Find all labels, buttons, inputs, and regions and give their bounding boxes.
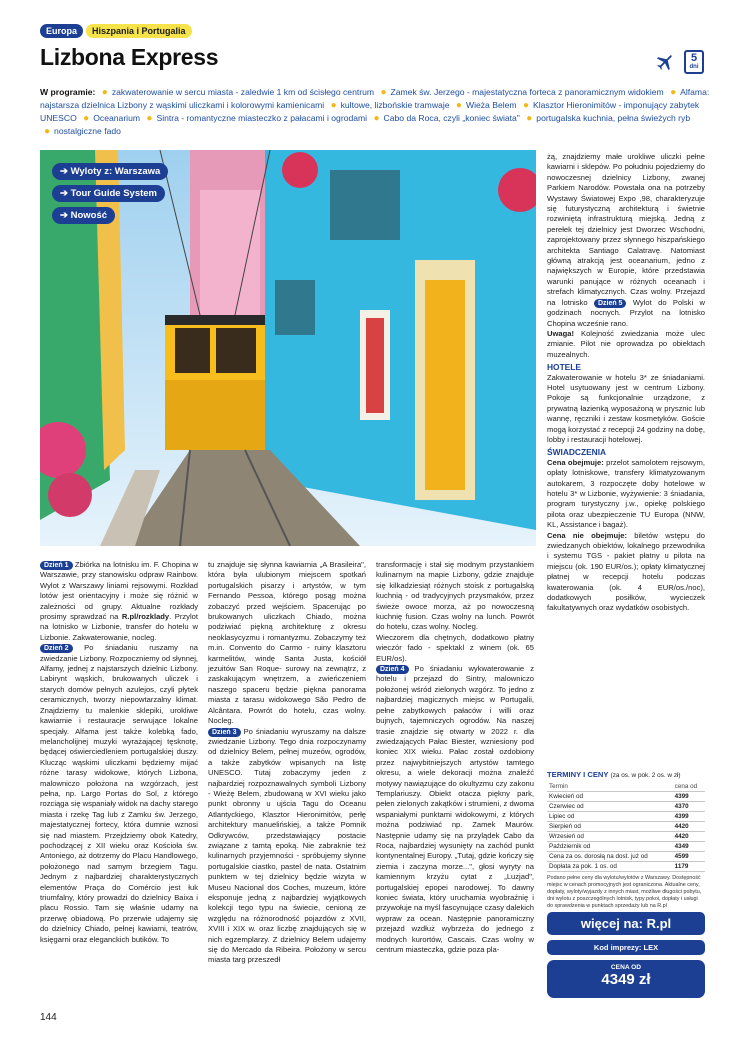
term-cell: Wrzesień od	[547, 832, 673, 842]
extra-row	[547, 862, 705, 872]
table-row[interactable]	[547, 812, 705, 822]
table-row[interactable]	[547, 832, 705, 842]
program-item: Sintra - romantyczne miasteczko z pałacami i ogrodami	[156, 113, 368, 123]
page-number: 144	[40, 1012, 57, 1023]
program-item: Wieża Belem	[465, 100, 517, 110]
table-row[interactable]	[547, 792, 705, 802]
column-1	[40, 560, 198, 945]
day-3-continued: transformację i stał się modnym przystankiem kulinarnym na mapie Lizbony, gdzie znajduje się kilkadziesiąt różnych stoisk z portugalską kuchnią - od tradycyjnych przysmaków, przez świeże owoce morza, aż po nowoczesną kuchnię fusion. Czas wolny na lunch. Powrót do hotelu, czas wolny. Nocleg.	[376, 560, 534, 632]
plane-icon	[654, 51, 676, 73]
day-3-text: Po śniadaniu wyruszamy na dalsze zwiedzanie Lizbony. Tego dnia rozpoczynamy od dzielnicy Belem, pełnej muzeów, ogrodów, a także zabytków wpisanych na listę UNESCO. Tutaj zobaczymy jeden z najbardziej rozpoznawalnych symboli Lizbony - Wieżę Belem, zbudowaną w XVI wieku jako punkt obronny u ujścia Tagu do Oceanu Atlantyckiego, Klasztor Hieronimitów, perłę architektury manuelińskiej, a także Pomnik Odkrywców, przedstawiający postacie związane z tamtą epoką. Nie zabraknie też kulinarnych przyjemności - spróbujemy słynne portugalskie ciastko, pastel de nata. Ostatnim punktem w tej dzielnicy będzie wizyta w Museu Nacional dos Coches, muzeum, które eksponuje jedną z najbardziej wyjątkowych kolekcji tego typu na świecie, cenioną ze względu na różnorodność pojazdów z XVII, XVIII i XIX w. oraz liczbę znajdujących się w nich egzemplarzy. Z dzielnicy Belem udajemy się do Mercado da Ribeira. Położony w sercu miasta targ przeszedł	[208, 726, 366, 965]
term-cell: Czerwiec od	[547, 802, 673, 812]
program-item: Oceanarium	[93, 113, 141, 123]
program-item: Klasztor Hieronimitów - imponujący zabytek UNESCO	[40, 100, 700, 123]
term-cell: Październik od	[547, 842, 673, 852]
hotels-heading: HOTELE	[547, 362, 581, 373]
note-text: Kolejność zwiedzania może ulec zmianie. Pilot nie oprowadza po obiektach muzealnych.	[547, 328, 705, 359]
terms-heading-text: TERMINY I CENY	[547, 770, 609, 779]
prices-table	[547, 782, 705, 872]
day-1-text: Zbiórka na lotnisku im. F. Chopina w Warszawie, przy stanowisku odpraw Rainbow. Wylot z Warszawy liniami rejsowymi. Rozkład lotów jest orientacyjny i może się różnić w zależności od grupy. Aktualne rozkłady prosimy sprawdzać na	[40, 560, 198, 622]
price-excludes-label: Cena nie obejmuje:	[547, 530, 627, 540]
term-cell: Kwiecień od	[547, 792, 673, 802]
days-label: dni	[689, 64, 699, 70]
bullet-icon: ●	[373, 113, 380, 124]
bullet-icon: ●	[146, 113, 153, 124]
program-item: Cabo da Roca, czyli „koniec świata"	[383, 113, 520, 123]
price-includes-text: przelot samolotem rejsowym, opłaty lotniskowe, transfery klimatyzowanym autokarem, 3 rozpoczęte doby hotelowe w hotelu 3* w Lizbonie, wyżywienie: 3 śniadania, program turystyczny j.w., opiekę polskiego pilota oraz ubezpieczenie TU Europa (NNW, KL, Assistance i bagaż).	[547, 457, 705, 530]
bullet-icon: ●	[455, 100, 462, 111]
terms-footnote: Podano pełne ceny dla wylotu/wylotów z Warszawy. Dostępność miejsc w cenach promocyjnych jest ograniczona. Aktualne ceny, dopłaty, wyloty/wyjazdy z innych miast, możliwe długości pobytu, dni wylotu z poszczególnych lotnisk, typy pokoi, dopłaty i usługi do sprawdzenia w punktach sprzedaży lub na R.pl	[547, 875, 702, 910]
bullet-icon: ●	[83, 113, 90, 124]
column-2	[208, 560, 366, 966]
bullet-icon: ●	[670, 87, 677, 98]
price-cell: 4370	[673, 802, 705, 812]
trip-title: Lizbona Express	[40, 44, 219, 70]
program-item: portugalska kuchnia, pełna świeżych ryb	[536, 113, 691, 123]
price-box	[547, 960, 705, 998]
hero-badges	[52, 163, 168, 224]
bullet-icon: ●	[522, 100, 530, 111]
day-2-label: Dzień 2	[40, 644, 73, 653]
day-4-label: Dzień 4	[376, 665, 409, 674]
day-2-continued: tu znajduje się słynna kawiarnia „A Brasileira", która była ulubionym miejscem spotkań portugalskich pisarzy i artystów, w tym Fernando Pessoa, którego posąg można zobaczyć przed wejściem. Spacerując po brukowanych uliczkach Chiado, można podziwiać piękną architekturę z okresu neoklasycyzmu i romantyzmu. Zobaczymy też m.in. Convento do Carmo - ruiny klasztoru karmelitów, windę Santa Justa, kościół jezuitów San Roque- surowy na zewnątrz, z zaskakującym wnętrzem, a zwieńczeniem naszego spaceru będzie piękna panorama miasta z tarasu widokowego São Pedro de Alcântara. Powrót do hotelu, czas wolny. Nocleg.	[208, 560, 366, 726]
col-price: cena od	[673, 782, 705, 792]
departure-badge[interactable]: ➔ Wyloty z: Warszawa	[52, 163, 168, 180]
table-row[interactable]	[547, 822, 705, 832]
bullet-icon: ●	[330, 100, 337, 111]
col-term: Termin	[547, 782, 673, 792]
extra-label: Dopłata za pok. 1 os. od	[547, 862, 673, 872]
program-item: kultowe, lizbońskie tramwaje	[340, 100, 450, 110]
table-header-row	[547, 782, 705, 792]
day-3-label: Dzień 3	[208, 728, 241, 737]
calendar-days-icon	[684, 50, 704, 74]
price-cell: 4399	[673, 812, 705, 822]
services-heading: ŚWIADCZENIA	[547, 447, 607, 458]
bullet-icon: ●	[526, 113, 533, 124]
program-list	[40, 86, 712, 138]
bullet-icon: ●	[380, 87, 387, 98]
day-1-label: Dzień 1	[40, 561, 73, 570]
bullet-icon: ●	[44, 126, 51, 137]
bullet-icon: ●	[101, 87, 108, 98]
terms-heading	[547, 770, 705, 779]
program-item: zakwaterowanie w sercu miasta - zaledwie 1 km od ścisłego centrum	[111, 87, 375, 97]
price-value: 4349 zł	[601, 971, 651, 988]
region-tag[interactable]: Europa	[40, 24, 83, 38]
price-includes-label: Cena obejmuje:	[547, 457, 604, 467]
program-label: W programie:	[40, 87, 96, 97]
program-item: Zamek św. Jerzego - majestatyczna forteca z panoramicznym widokiem	[390, 87, 664, 97]
price-cell: 4399	[673, 792, 705, 802]
day-2-text: Po śniadaniu ruszamy na zwiedzanie Lizbony. Rozpoczniemy od słynnej, Alfamy, jednej z najstarszych dzielnic Lizbony. Labirynt wąskich, brukowanych uliczek i starych domów pełnych azulejos, czyli płytek ceramicznych, tworzy niepowtarzalny klimat. Znajdziemy tu malenkie sklepiki, urokliwe kawiarnie i restauracje serwujące lokalne specjały. Alfama jest także kolebką fado, melancholijnej muzyki wyrażającej tęsknotę, będącej oświerciedleniem portugalskiej duszy. Klucząc wąskimi uliczkami będziemy mijać różne tarasy widokowe, których Lizbona, malowniczo położona na wzgórzach, jest pełna, np. Largo Portas do Sol, z którego rozciąga się wspaniały widok na dachy starego miasta i rzekę Tag lub z Zamku św. Jerzego, majestatycznej fortecy, która dumnie wznosi się nad miastem. Przejdziemy obok Katedry, pochodzącej z XII wieku oraz Kościoła św. Antoniego, aż dotrzemy do Placu Handlowego, położonego nad samym brzegiem Tagu. Jednym z najbardziej charakterystycznych elementów Praça do Comércio jest łuk triumfalny, który prowadzi do dzielnicy Baixa i placu Rossio. Tam się właśnie udamy na przerwę obiadową. Po przerwie udajemy się do dzielnicy Chiado, pełnej kawiarni, teatrów, księgarni oraz eleganckich butików. To	[40, 643, 198, 944]
term-cell: Lipiec od	[547, 812, 673, 822]
day-5-label: Dzień 5	[594, 299, 627, 308]
terms-and-prices	[547, 770, 705, 910]
column-3	[376, 560, 534, 955]
table-row[interactable]	[547, 842, 705, 852]
term-cell: Sierpień od	[547, 822, 673, 832]
day-1-text-end: . Przylot na lotnisko w Lizbonie, transfer do hotelu w Lizbonie. Zakwaterowanie, nocleg.	[40, 612, 198, 642]
price-excludes-text: biletów wstępu do zwiedzanych obiektów, lokalnego przewodnika i systemu TGS - pakiet płatny u pilota na miejscu (ok. 190 EUR/os.); opłaty klimatycznej płatnej w recepcji hotelu podczas kwaterowania (ok. 4 EUR/os./noc), dodatkowych posiłków, wycieczek fakultatywnych oraz wydatków osobistych.	[547, 530, 705, 613]
day-4-text: Po śniadaniu wykwaterowanie z hotelu i przejazd do Sintry, malowniczo położonej wśród zielonych wzgórz. To jedno z najbardziej magicznych miejsc w Portugalii, pełne zabytkowych pałaców i willi oraz bujnych, tajemniczych ogrodów. Na naszej trasie znajdzie się otwarty w 2022 r. dla zwiedzających Pałac Biester, wzniesiony pod koniec XIX wieku. Pałac został ozdobiony przez najwybitniejszych artystów tamtego okresu, a wiele dekoracji można znaleźć motywy nawiązujące do okultyzmu czy zakonu Templariuszy. Obiekt otacza piękny park, pełen zielonych zakątków i strumieni, z dwoma wspaniałymi punktami widokowymi, z których można podziwiać np. Zamek Maurów. Następnie udamy się na przylądek Cabo da Roca, najbardziej wysunięty na zachód punkt kontynentalnej Europy. „Tutaj, gdzie kończy się ziemia i zaczyna morze...", głosi wyryty na kamiennym krzyżu cytat z „Luzjad", portugalskiej epopei narodowej. To dawny koniec świata, który uruchamia wyobraźnię i przywołuje na myśl fascynujące czasy dalekich wypraw za ocean. Następnie panoramiczny przejazd wzdłuż wybrzeża do jednego z modnych kurortów, Cascais. Czas wolny w centrum miasteczka, gdzie poza pla-	[376, 664, 534, 955]
note-label: Uwaga!	[547, 328, 575, 338]
price-cell: 4349	[673, 842, 705, 852]
table-row[interactable]	[547, 802, 705, 812]
tour-guide-badge[interactable]: ➔ Tour Guide System	[52, 185, 165, 202]
price-cell: 4420	[673, 832, 705, 842]
price-label: CENA OD	[610, 964, 642, 971]
days-number: 5	[690, 52, 698, 64]
extra-price: 1179	[673, 862, 705, 872]
schedule-link[interactable]: R.pl/rozklady	[121, 612, 170, 622]
price-cell: 4420	[673, 822, 705, 832]
column-4	[547, 152, 705, 614]
trip-code: Kod imprezy: LEX	[547, 940, 705, 955]
day4-continued: żą, znajdziemy małe urokliwe uliczki pełne kawiarni i sklepów. Po południu pojedziemy do nowoczesnej dzielnicy Lizbony, zwanej Parkiem Narodów. Powstała ona na potrzeby Wystawy Światowej Expo ,98, charakteryzuje się futurystyczną architekturą i świetnie rozwiniętą infrastrukturą miejską. Jedną z perełek tej dzielnicy jest Dworzec Wschodni, zaprojektowany przez słynnego hiszpańskiego architekta Santiago Calatravę. Natomiast główną atrakcją jest oceanarium, jedno z największych w Europie, które przedstawia warunki panujące w różnych oceanach i strefach klimatycznych. Czas wolny. Przejazd na lotnisko	[547, 152, 705, 307]
region-tags	[40, 24, 192, 38]
trip-icons	[654, 50, 704, 74]
more-info-button[interactable]: więcej na: R.pl	[547, 912, 705, 935]
extra-label: Cena za os. dorosłą na dost. już od	[547, 852, 673, 862]
extra-price: 4599	[673, 852, 705, 862]
terms-heading-note: (za os. w pok. 2 os. w zł)	[610, 772, 681, 779]
day-5-text: Wylot do Polski w godzinach nocnych. Przylot na lotnisko Chopina wcześnie rano.	[547, 297, 705, 328]
program-item: nostalgiczne fado	[54, 126, 121, 136]
extra-row	[547, 852, 705, 862]
hotels-text: Zakwaterowanie w hotelu 3* ze śniadaniami. Hotel usytuowany jest w centrum Lizbony. Pokoje są funkcjonalnie urządzone, z prywatną łazienką wyposażoną w prysznic lub wannę, ręczniki i zestaw kosmetyków. Goście mogą korzystać z recepcji 24 godziny na dobę, lobby i restauracji hotelowej.	[547, 372, 705, 444]
new-badge[interactable]: ➔ Nowość	[52, 207, 115, 224]
program-item: Alfama: najstarsza dzielnica Lizbony z wąskimi uliczkami i kolorowymi kamienicami	[40, 87, 710, 110]
fado-evening-text: Wieczorem dla chętnych, dodatkowo płatny wieczór fado - spektakl z winem (ok. 65 EUR/os).	[376, 632, 534, 663]
country-tag[interactable]: Hiszpania i Portugalia	[86, 24, 192, 38]
